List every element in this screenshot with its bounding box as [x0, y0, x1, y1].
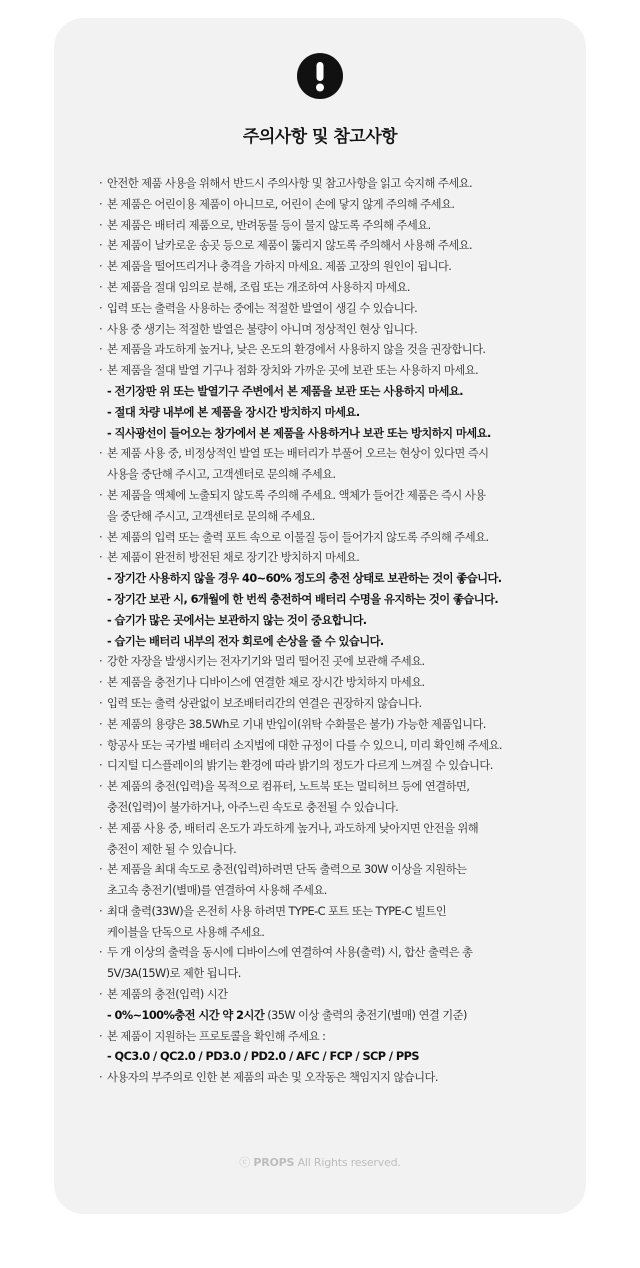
notice-item: · 본 제품을 절대 임의로 분해, 조립 또는 개조하여 사용하지 마세요. — [99, 278, 559, 299]
copyright-icon: ⓒ — [239, 1156, 251, 1169]
notice-item: · 본 제품 사용 중, 배터리 온도가 과도하게 높거나, 과도하게 낮아지면 안전을 위해 — [99, 819, 559, 840]
notice-item: 을 중단해 주시고, 고객센터로 문의해 주세요. — [107, 509, 315, 523]
notice-item: · 본 제품을 떨어뜨리거나 충격을 가하지 마세요. 제품 고장의 원인이 됩니다. — [99, 257, 559, 278]
notice-item: 5V/3A(15W)로 제한 됩니다. — [107, 967, 241, 981]
page-title: 주의사항 및 참고사항 — [242, 127, 398, 147]
notice-list — [99, 174, 559, 1089]
notice-item: · 본 제품이 완전히 방전된 채로 장기간 방치하지 마세요. — [99, 548, 559, 569]
notice-item-note: (35W 이상 출력의 충전기(별매) 연결 기준) — [264, 1008, 467, 1022]
notice-item: · 본 제품을 과도하게 높거나, 낮은 온도의 환경에서 사용하지 않을 것을 권장합니다. — [99, 340, 559, 361]
notice-item: 사용을 중단해 주시고, 고객센터로 문의해 주세요. — [107, 468, 336, 482]
notice-item: - 직사광선이 들어오는 창가에서 본 제품을 사용하거나 보관 또는 방치하지 마세요. — [107, 426, 491, 440]
notice-item: 충전(입력)이 불가하거나, 아주느린 속도로 충전될 수 있습니다. — [107, 800, 399, 814]
notice-item: · 본 제품이 날카로운 송곳 등으로 제품이 뚫리지 않도록 주의해서 사용해 주세요. — [99, 236, 559, 257]
notice-item: · 최대 출력(33W)을 온전히 사용 하려면 TYPE-C 포트 또는 TYPE-C 빌트인 — [99, 902, 559, 923]
notice-item: · 항공사 또는 국가별 배터리 소지법에 대한 규정이 다를 수 있으니, 미리 확인해 주세요. — [99, 736, 559, 757]
notice-item: · 본 제품을 최대 속도로 충전(입력)하려면 단독 출력으로 30W 이상을 지원하는 — [99, 860, 559, 881]
notice-item: · 본 제품은 어린이용 제품이 아니므로, 어린이 손에 닿지 않게 주의해 주세요. — [99, 195, 559, 216]
brand-name: PROPS — [253, 1156, 295, 1169]
notice-item: · 본 제품을 액체에 노출되지 않도록 주의해 주세요. 액체가 들어간 제품은 즉시 사용 — [99, 486, 559, 507]
notice-item: · 두 개 이상의 출력을 동시에 디바이스에 연결하여 사용(출력) 시, 합산 출력은 총 — [99, 943, 559, 964]
notice-item: · 입력 또는 출력 상관없이 보조배터리간의 연결은 권장하지 않습니다. — [99, 694, 559, 715]
notice-item: · 본 제품은 배터리 제품으로, 반려동물 등이 물지 않도록 주의해 주세요. — [99, 216, 559, 237]
notice-item: - 습기는 배터리 내부의 전자 회로에 손상을 줄 수 있습니다. — [107, 634, 384, 648]
rights-text: All Rights reserved. — [297, 1156, 401, 1169]
notice-item: · 본 제품의 충전(입력)을 목적으로 컴퓨터, 노트북 또는 멀티허브 등에 연결하면, — [99, 777, 559, 798]
notice-item: · 본 제품의 입력 또는 출력 포트 속으로 이물질 등이 들어가지 않도록 주의해 주세요. — [99, 528, 559, 549]
notice-item: · 사용 중 생기는 적절한 발열은 불량이 아니며 정상적인 현상 입니다. — [99, 320, 559, 341]
notice-item-emphasis: - 0%~100%충전 시간 약 2시간 — [107, 1008, 265, 1022]
notice-item: · 입력 또는 출력을 사용하는 중에는 적절한 발열이 생길 수 있습니다. — [99, 299, 559, 320]
notice-item: · 안전한 제품 사용을 위해서 반드시 주의사항 및 참고사항을 읽고 숙지해 주세요. — [99, 174, 559, 195]
notice-item: · 본 제품을 절대 발열 기구나 점화 장치와 가까운 곳에 보관 또는 사용하지 마세요. — [99, 361, 559, 382]
notice-item: - 습기가 많은 곳에서는 보관하지 않는 것이 중요합니다. — [107, 613, 367, 627]
notice-card — [54, 18, 586, 1214]
notice-item: - 장기간 보관 시, 6개월에 한 번씩 충전하여 배터리 수명을 유지하는 것이 좋습니다. — [107, 592, 499, 606]
notice-item: 케이블을 단독으로 사용해 주세요. — [107, 925, 265, 939]
notice-item: - 전기장판 위 또는 발열기구 주변에서 본 제품을 보관 또는 사용하지 마세요. — [107, 384, 463, 398]
notice-item: 초고속 충전기(별매)를 연결하여 사용해 주세요. — [107, 884, 327, 898]
notice-item: - 절대 차량 내부에 본 제품을 장시간 방치하지 마세요. — [107, 405, 360, 419]
notice-item: · 본 제품을 충전기나 디바이스에 연결한 채로 장시간 방치하지 마세요. — [99, 673, 559, 694]
notice-item: · 본 제품이 지원하는 프로토콜을 확인해 주세요 : — [99, 1027, 559, 1048]
exclamation-icon — [297, 53, 343, 99]
copyright-footer — [54, 1154, 586, 1170]
notice-item: · 본 제품의 충전(입력) 시간 — [99, 985, 559, 1006]
notice-item: - QC3.0 / QC2.0 / PD3.0 / PD2.0 / AFC / FCP / SCP / PPS — [107, 1050, 419, 1064]
notice-item: · 본 제품의 용량은 38.5Wh로 기내 반입이(위탁 수화물은 불가) 가능한 제품입니다. — [99, 715, 559, 736]
notice-item: 충전이 제한 될 수 있습니다. — [107, 842, 237, 856]
notice-item: · 디지털 디스플레이의 밝기는 환경에 따라 밝기의 정도가 다르게 느껴질 수 있습니다. — [99, 756, 559, 777]
notice-item: - 장기간 사용하지 않을 경우 40~60% 정도의 충전 상태로 보관하는 것이 좋습니다. — [107, 572, 502, 586]
notice-item: · 본 제품 사용 중, 비정상적인 발열 또는 배터리가 부풀어 오르는 현상이 있다면 즉시 — [99, 444, 559, 465]
notice-item: · 사용자의 부주의로 인한 본 제품의 파손 및 오작동은 책임지지 않습니다. — [99, 1068, 559, 1089]
notice-item — [99, 1006, 559, 1027]
notice-item: · 강한 자장을 발생시키는 전자기기와 멀리 떨어진 곳에 보관해 주세요. — [99, 652, 559, 673]
